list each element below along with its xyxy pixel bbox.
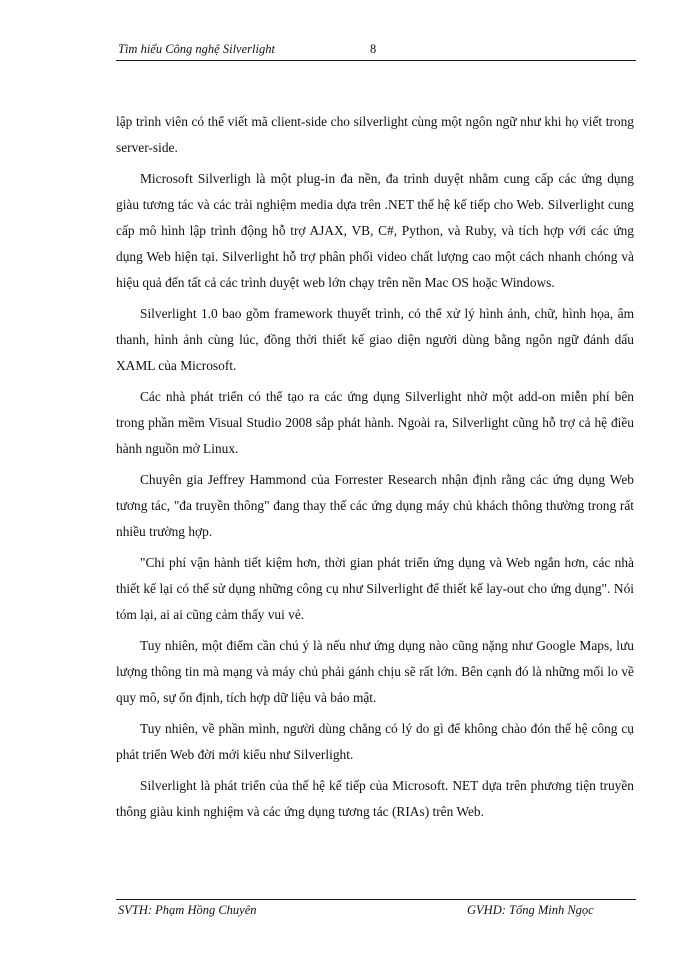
page-number: 8: [370, 42, 377, 56]
page-footer: [118, 903, 634, 921]
paragraph-developers-addon: Các nhà phát triển có thể tạo ra các ứng dụng Silverlight nhờ một add-on miễn phí bên trong phần mềm Visual Studio 2008 sắp phát hành. Ngoài ra, Silverlight cũng hỗ trợ cả hệ điều hành nguồn mở Linux.: [116, 389, 634, 456]
student-name: SVTH: Phạm Hồng Chuyên: [118, 903, 257, 917]
page-header: [118, 42, 636, 60]
paragraph-forrester: Chuyên gia Jeffrey Hammond của Forrester Research nhận định rằng các ứng dụng Web tương tác, "đa truyền thông" đang thay thế các ứng dụng máy chủ khách thông thường trong rất nhiều trường hợp.: [116, 472, 634, 539]
paragraph-silverlight-1-0: Silverlight 1.0 bao gồm framework thuyết trình, có thể xử lý hình ảnh, chữ, hình họa, âm thanh, hình ảnh cùng lúc, đồng thời thiết kế giao diện người dùng bằng ngôn ngữ đánh dấu XAML của Microsoft.: [116, 306, 634, 373]
advisor-name: GVHD: Tống Minh Ngọc: [467, 903, 594, 917]
paragraph-concerns: Tuy nhiên, một điểm cần chú ý là nếu như ứng dụng nào cũng nặng như Google Maps, lưu lượng thông tin mà mạng và máy chủ phải gánh chịu sẽ rất lớn. Bên cạnh đó là những mối lo về quy mô, sự ổn định, tích hợp dữ liệu và bảo mật.: [116, 638, 634, 705]
footer-rule: [116, 899, 636, 900]
paragraph-continuation: lập trình viên có thể viết mã client-side cho silverlight cùng một ngôn ngữ như khi họ viết trong server-side.: [116, 114, 634, 155]
paragraph-quote: "Chi phí vận hành tiết kiệm hơn, thời gian phát triển ứng dụng và Web ngắn hơn, các nhà thiết kế lại có thể sử dụng những công cụ như Silverlight để thiết kế lay-out cho ứng dụng". Nói tóm lại, ai ai cũng cảm thấy vui vẻ.: [116, 555, 634, 622]
paragraph-silverlight-intro: Microsoft Silverligh là một plug-in đa nền, đa trình duyệt nhằm cung cấp các ứng dụng giàu tương tác và các trải nghiệm media dựa trên .NET thế hệ kế tiếp cho Web. Silverlight cung cấp mô hình lập trình động hỗ trợ AJAX, VB, C#, Python, và Ruby, và tích hợp với các ứng dụng Web hiện tại. Silverlight hỗ trợ phân phối video chất lượng cao một cách nhanh chóng và hiệu quả đến tất cả các trình duyệt web lớn chạy trên nền Mac OS hoặc Windows.: [116, 171, 634, 290]
paragraph-next-gen: Silverlight là phát triển của thế hệ kế tiếp của Microsoft. NET dựa trên phương tiện truyền thông giàu kinh nghiệm và các ứng dụng tương tác (RIAs) trên Web.: [116, 778, 634, 819]
paragraph-users: Tuy nhiên, về phần mình, người dùng chẳng có lý do gì để không chào đón thế hệ công cụ phát triển Web đời mới kiểu như Silverlight.: [116, 721, 634, 762]
header-rule: [116, 60, 636, 61]
body-text: [116, 109, 634, 830]
document-title: Tìm hiểu Công nghệ Silverlight: [118, 42, 275, 56]
